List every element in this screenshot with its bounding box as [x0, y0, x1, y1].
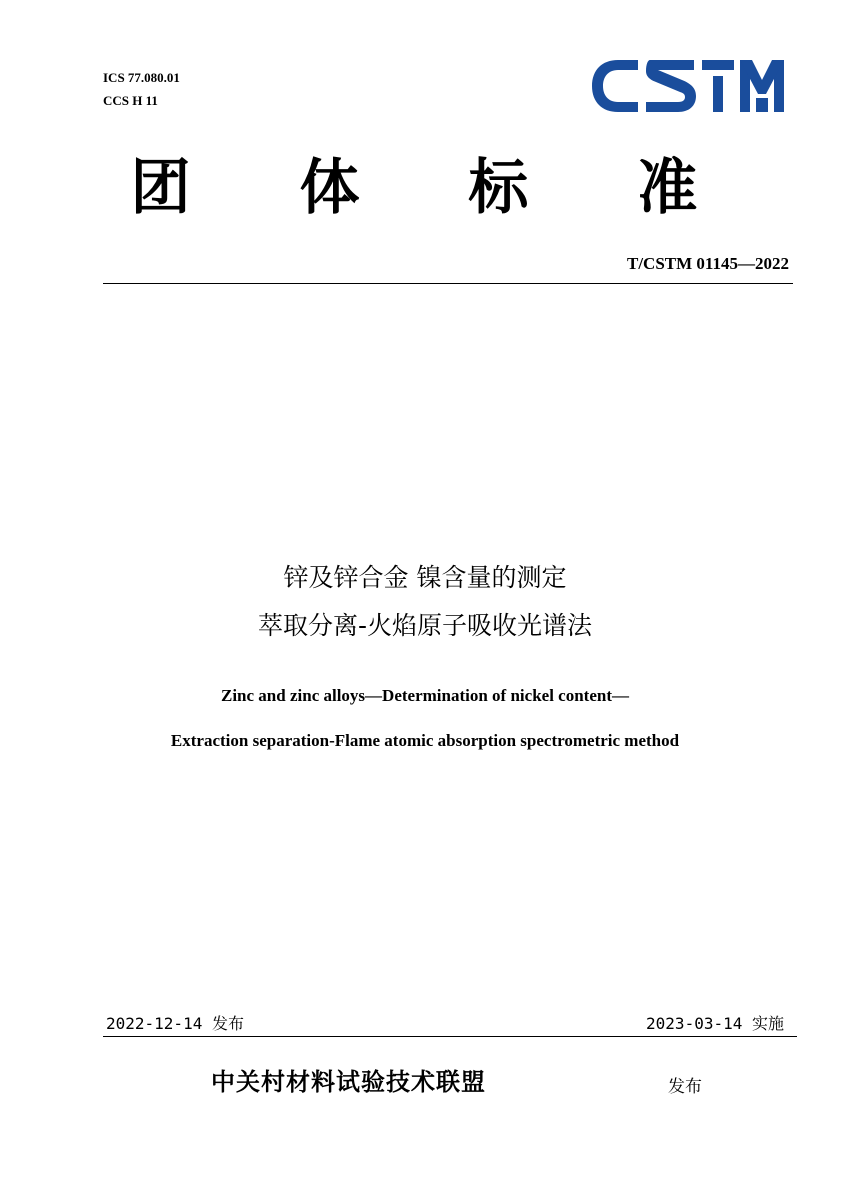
publisher-name: 中关村材料试验技术联盟 [211, 1068, 486, 1096]
chinese-title-line-2: 萃取分离-火焰原子吸收光谱法 [257, 611, 593, 640]
publish-date: 2022-12-14 发布 [106, 1014, 244, 1033]
issued-label: 发布 [668, 1077, 702, 1097]
footer-divider [103, 1036, 797, 1037]
effective-date: 2023-03-14 实施 [646, 1014, 784, 1033]
ccs-code: CCS H 11 [103, 93, 158, 108]
header-divider [103, 283, 793, 284]
standard-number: T/CSTM 01145—2022 [627, 254, 789, 273]
english-title-line-1: Zinc and zinc alloys—Determination of nickel content— [221, 686, 629, 705]
cstm-logo [590, 58, 786, 114]
chinese-title-line-1: 锌及锌合金 镍含量的测定 [283, 563, 567, 592]
english-title-line-2: Extraction separation-Flame atomic absorption spectrometric method [170, 731, 680, 750]
ics-code: ICS 77.080.01 [103, 70, 180, 85]
classification-codes [103, 66, 180, 112]
document-type-title: 团 体 标 准 [130, 153, 742, 223]
